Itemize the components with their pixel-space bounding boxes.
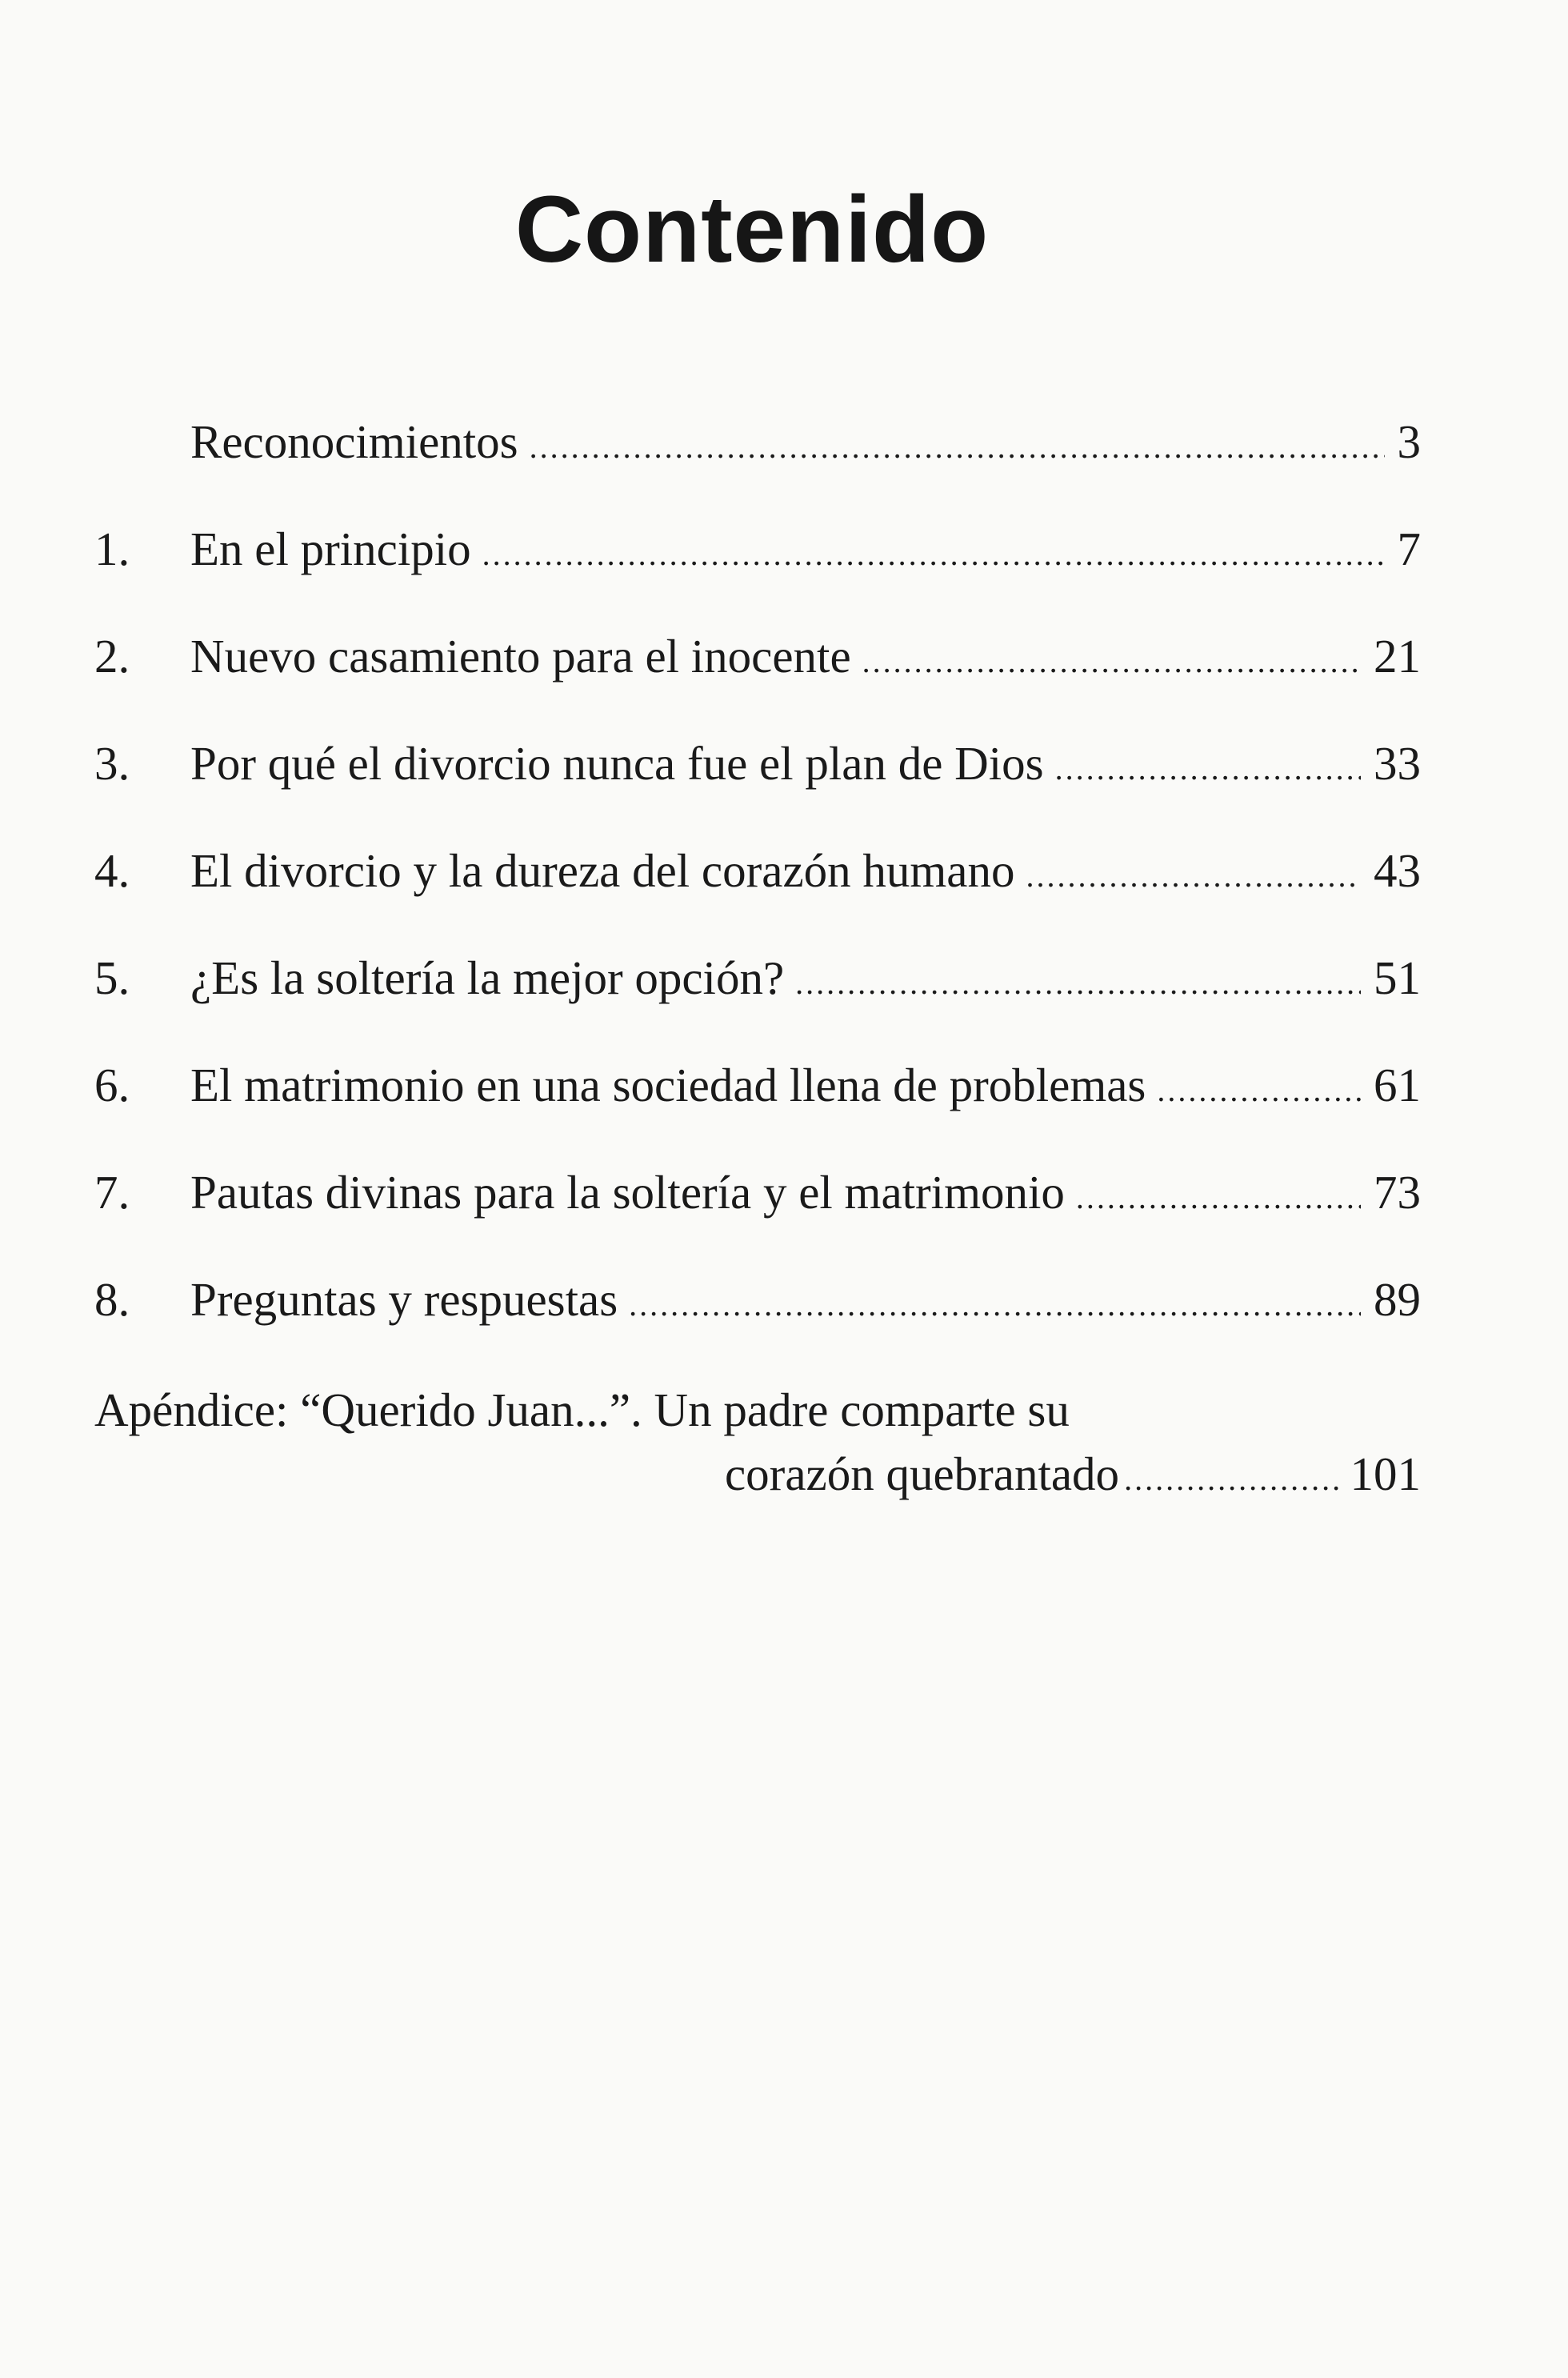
toc-entry-title: ¿Es la soltería la mejor opción? (190, 951, 785, 1004)
toc-entry-page: 7 (1397, 522, 1421, 575)
toc-entry-page: 21 (1374, 630, 1421, 683)
toc-entry-number: 3. (94, 737, 130, 790)
toc-entry-page: 89 (1374, 1273, 1421, 1326)
toc-entry-number: 5. (94, 951, 130, 1004)
toc-entry (0, 946, 1568, 1010)
toc-entry-title: Pautas divinas para la soltería y el matrimonio (190, 1166, 1065, 1219)
dot-leader (1055, 737, 1361, 801)
toc-entry-number: 8. (94, 1273, 130, 1326)
dot-leader (795, 951, 1361, 1015)
toc-entry-number: 7. (94, 1166, 130, 1219)
toc-entry-page: 61 (1374, 1059, 1421, 1111)
toc-entry-title: El matrimonio en una sociedad llena de problemas (190, 1059, 1146, 1111)
dot-leader (530, 415, 1385, 479)
toc-entry-page: 33 (1374, 737, 1421, 790)
toc-entry-title: En el principio (190, 522, 471, 575)
dot-leader (482, 522, 1385, 586)
page-title: Contenido (514, 177, 990, 282)
dot-leader (1157, 1059, 1361, 1123)
toc-entry (0, 410, 1568, 474)
toc-entry (0, 624, 1568, 688)
toc-appendix-entry (94, 1378, 1421, 1511)
toc-entry (0, 1053, 1568, 1117)
toc-entry (0, 517, 1568, 581)
toc-entry-title: Por qué el divorcio nunca fue el plan de Dios (190, 737, 1044, 790)
toc-entry (0, 1160, 1568, 1224)
appendix-title-continuation: corazón quebrantado (725, 1447, 1120, 1500)
toc-entry-page: 43 (1374, 844, 1421, 897)
toc-entry-title: Reconocimientos (190, 415, 518, 468)
toc-entry-page: 51 (1374, 951, 1421, 1004)
toc-entry (0, 1267, 1568, 1331)
dot-leader (629, 1273, 1361, 1337)
toc-entry (0, 731, 1568, 795)
toc-entry-number: 1. (94, 522, 130, 575)
toc-entry-page: 3 (1397, 415, 1421, 468)
toc-entry (0, 839, 1568, 903)
dot-leader (1124, 1447, 1340, 1511)
appendix-title-line: Apéndice: “Querido Juan...”. Un padre comparte su (94, 1383, 1070, 1436)
dot-leader (862, 630, 1361, 694)
dot-leader (1026, 844, 1361, 908)
toc-entry-number: 2. (94, 630, 130, 683)
appendix-page: 101 (1350, 1447, 1421, 1500)
toc-entry-number: 6. (94, 1059, 130, 1111)
toc-entry-number: 4. (94, 844, 130, 897)
toc-entry-title: Nuevo casamiento para el inocente (190, 630, 851, 683)
dot-leader (1076, 1166, 1361, 1230)
toc-entry-title: Preguntas y respuestas (190, 1273, 618, 1326)
toc-entry-page: 73 (1374, 1166, 1421, 1219)
toc-entry-title: El divorcio y la dureza del corazón humano (190, 844, 1015, 897)
